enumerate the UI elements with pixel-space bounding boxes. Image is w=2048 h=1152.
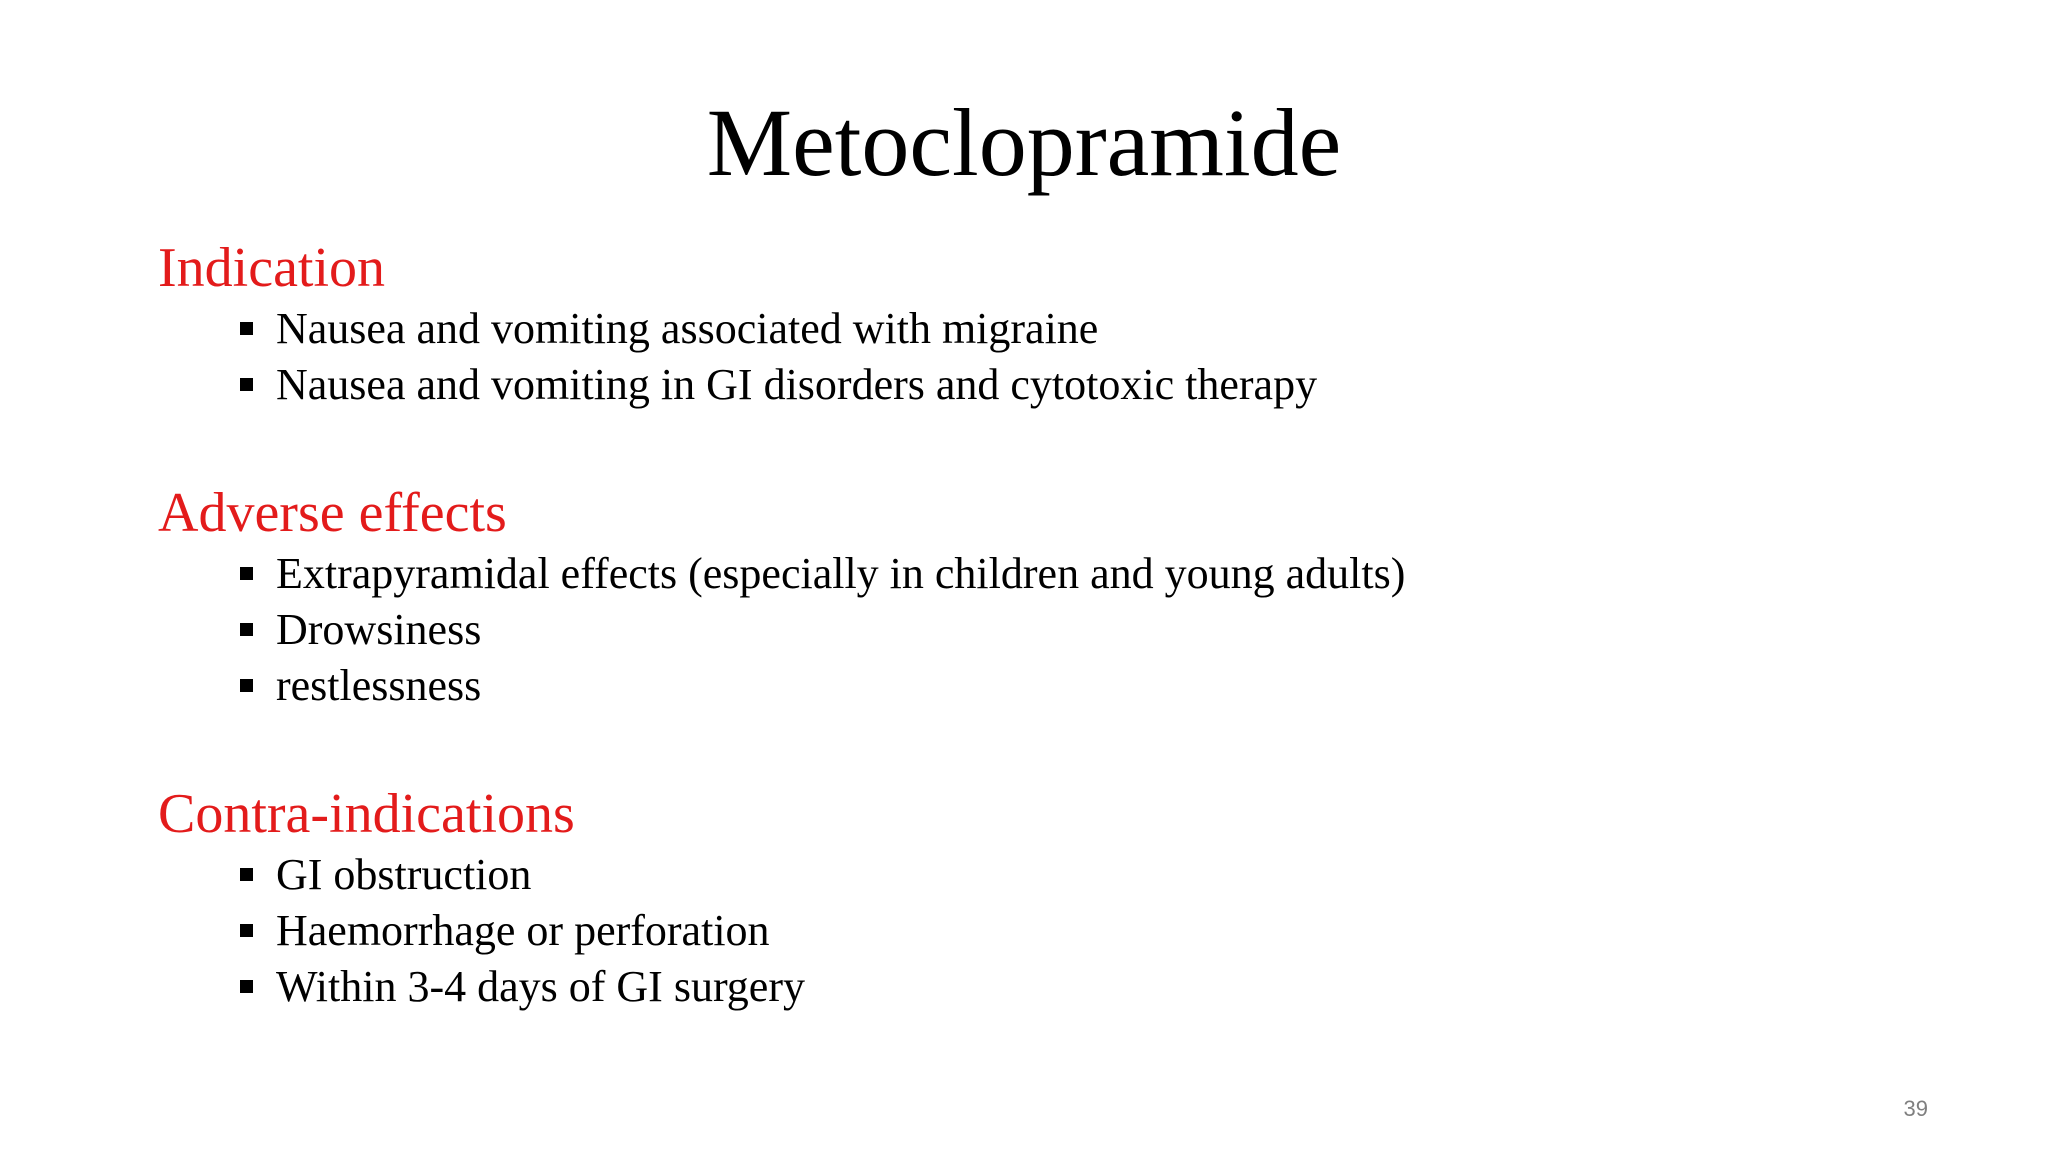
bullet-item <box>240 357 1858 413</box>
square-bullet-icon <box>240 868 253 881</box>
bullet-list <box>158 546 1858 714</box>
bullet-text: Within 3-4 days of GI surgery <box>276 962 805 1011</box>
bullet-item <box>240 602 1858 658</box>
page-number: 39 <box>1903 1096 1928 1121</box>
bullet-list <box>158 301 1858 413</box>
slide-title: Metoclopramide <box>706 89 1342 196</box>
bullet-text: Drowsiness <box>276 605 482 654</box>
section-adverse-effects <box>158 480 1858 714</box>
section-heading: Adverse effects <box>158 482 507 544</box>
square-bullet-icon <box>240 679 253 692</box>
square-bullet-icon <box>240 567 253 580</box>
section-heading: Contra-indications <box>158 783 575 845</box>
bullet-text: Extrapyramidal effects (especially in children and young adults) <box>276 549 1406 598</box>
bullet-text: GI obstruction <box>276 850 532 899</box>
bullet-item <box>240 546 1858 602</box>
square-bullet-icon <box>240 623 253 636</box>
bullet-item <box>240 847 1858 903</box>
square-bullet-icon <box>240 924 253 937</box>
bullet-item <box>240 903 1858 959</box>
bullet-text: restlessness <box>276 661 482 710</box>
bullet-list <box>158 847 1858 1015</box>
section-indication <box>158 235 1858 413</box>
square-bullet-icon <box>240 378 253 391</box>
bullet-item <box>240 959 1858 1015</box>
bullet-text: Nausea and vomiting associated with migraine <box>276 304 1099 353</box>
bullet-item <box>240 301 1858 357</box>
bullet-item <box>240 658 1858 714</box>
bullet-text: Haemorrhage or perforation <box>276 906 770 955</box>
section-heading: Indication <box>158 237 386 299</box>
square-bullet-icon <box>240 980 253 993</box>
section-contra-indications <box>158 781 1858 1015</box>
square-bullet-icon <box>240 322 253 335</box>
bullet-text: Nausea and vomiting in GI disorders and cytotoxic therapy <box>276 360 1318 409</box>
